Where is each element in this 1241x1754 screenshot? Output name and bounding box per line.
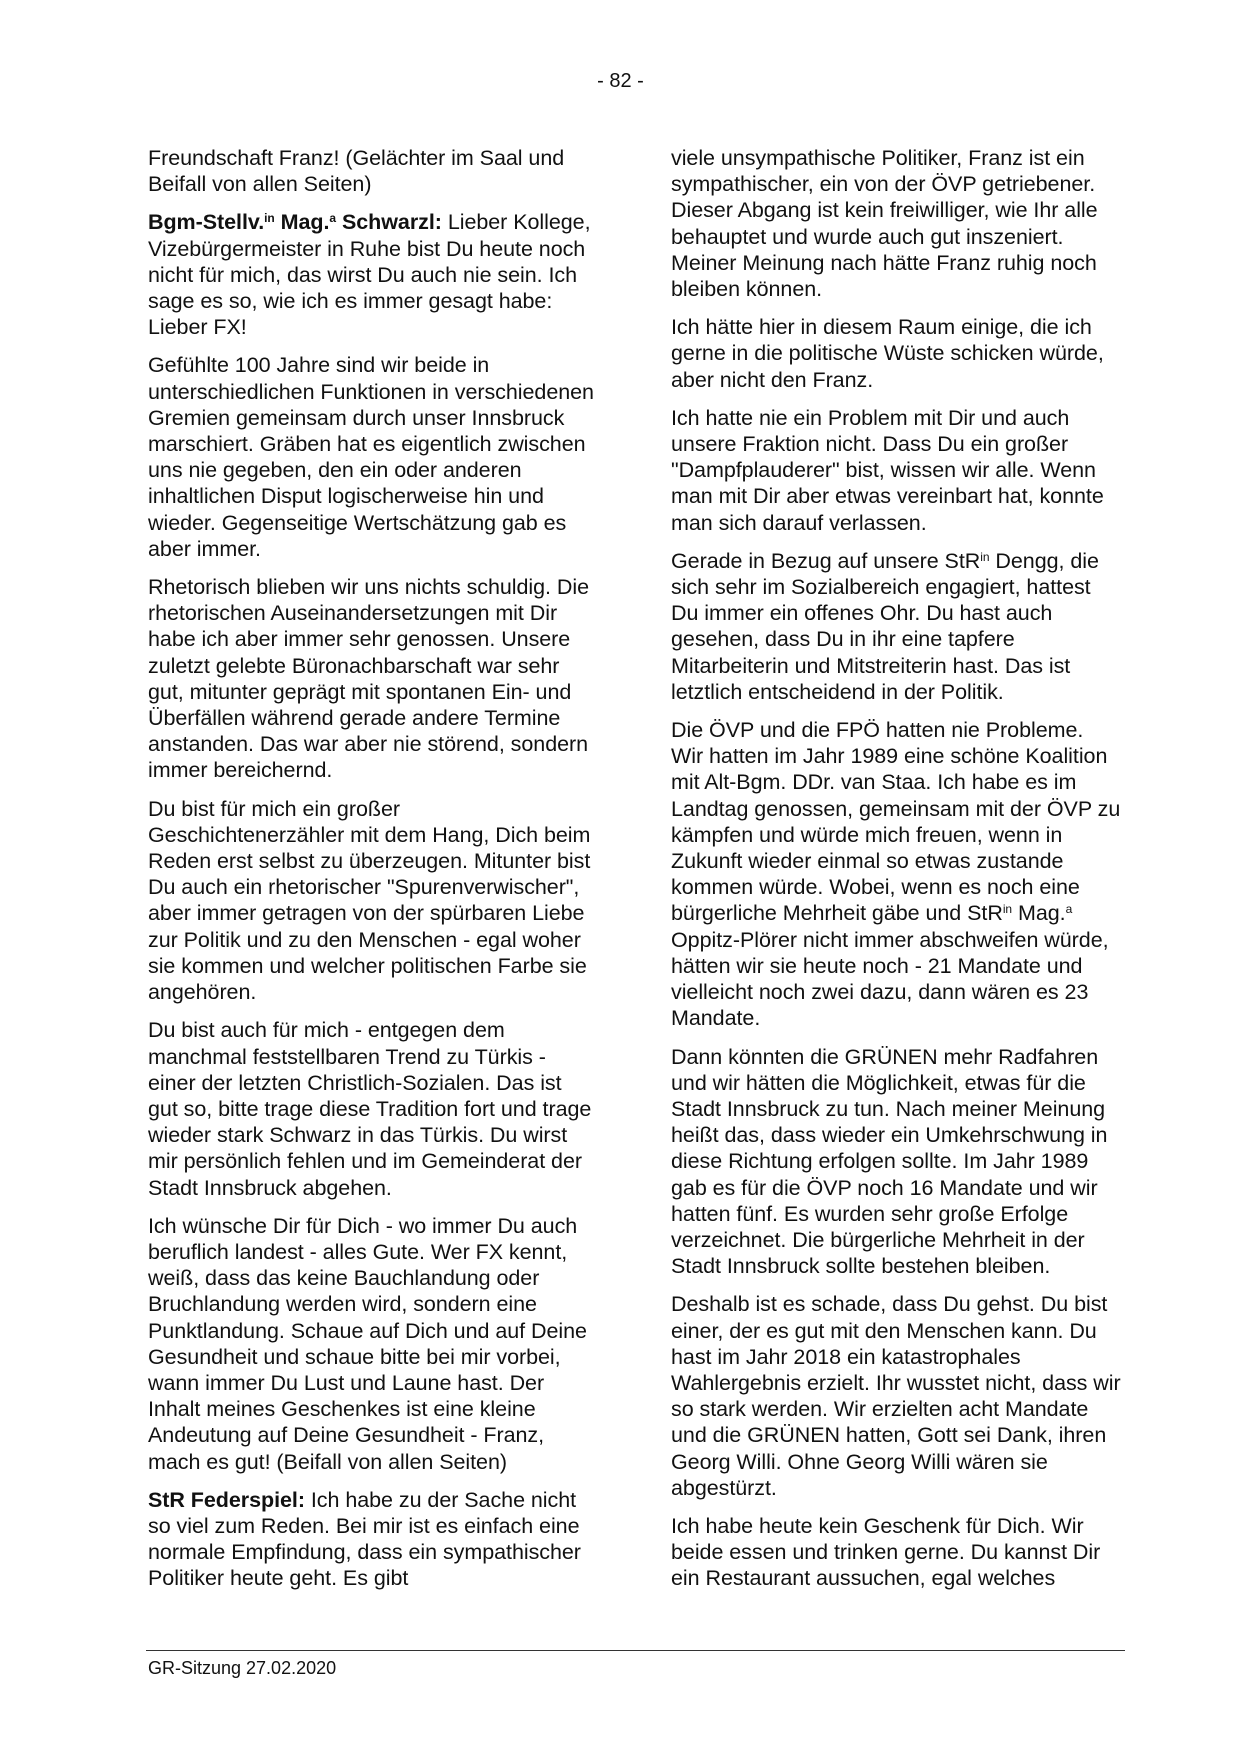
speech-paragraph — [148, 209, 596, 340]
paragraph: Gerade in Bezug auf unsere StR$^{in}$ Dengg, die sich sehr im Sozialbereich engagiert, hattest Du immer ein offenes Ohr. Du hast auch gesehen, dass Du in ihr eine tapfere Mitarbeiterin und Mitstreiterin hast. Das ist letztlich entscheidend in der Politik. — [671, 548, 1099, 704]
left-column — [148, 145, 596, 1604]
paragraph: Ich habe heute kein Geschenk für Dich. Wir beide essen und trinken gerne. Du kannst Dir ein Restaurant aussuchen, egal welches — [671, 1513, 1101, 1591]
footer-session-date: GR-Sitzung 27.02.2020 — [148, 1658, 337, 1678]
paragraph: Ich wünsche Dir für Dich - wo immer Du auch beruflich landest - alles Gute. Wer FX kennt, weiß, dass das keine Bauchlandung oder Bruchlandung werden wird, sondern eine Punktlandung. Schaue auf Dich und auf Deine Gesundheit und schaue bitte bei mir vorbei, wann immer Du Lust und Laune hast. Der Inhalt meines Geschenkes ist eine kleine Andeutung auf Deine Gesundheit - Franz, mach es gut! (Beifall von allen Seiten) — [148, 1213, 587, 1474]
paragraph: Dann könnten die GRÜNEN mehr Radfahren und wir hätten die Möglichkeit, etwas für die Stadt Innsbruck zu tun. Nach meiner Meinung heißt das, dass wieder ein Umkehrschwung in diese Richtung erfolgen sollte. Im Jahr 1989 gab es für die ÖVP noch 16 Mandate und wir hatten fünf. Es wurden sehr große Erfolge verzeichnet. Die bürgerliche Mehrheit in der Stadt Innsbruck sollte bestehen bleiben. — [671, 1044, 1108, 1279]
paragraph: Die ÖVP und die FPÖ hatten nie Probleme. Wir hatten im Jahr 1989 eine schöne Koalition mit Alt-Bgm. DDr. van Staa. Ich habe es im Landtag genossen, gemeinsam mit der ÖVP zu kämpfen und würde mich freuen, wenn in Zukunft wieder einmal so etwas zustande kommen würde. Wobei, wenn es noch eine bürgerliche Mehrheit gäbe und StR$^{in}$ Mag.$^a$ Oppitz-Plörer nicht immer abschweifen würde, hätten wir sie heute noch - 21 Mandate und vielleicht noch zwei dazu, dann wären es 23 Mandate. — [671, 718, 1121, 1031]
paragraph: Rhetorisch blieben wir uns nichts schuldig. Die rhetorischen Auseinandersetzungen mit Dir habe ich aber immer sehr genossen. Unsere zuletzt gelebte Büronachbarschaft war sehr gut, mitunter geprägt mit spontanen Ein- und Überfällen während gerade andere Termine anstanden. Das war aber nie störend, sondern immer bereichernd. — [148, 575, 590, 783]
page-number: - 82 - — [597, 70, 644, 92]
paragraph: Du bist auch für mich - entgegen dem manchmal feststellbaren Trend zu Türkis - einer der letzten Christlich-Sozialen. Das ist gut so, bitte trage diese Tradition fort und trage wieder stark Schwarz in das Türkis. Du wirst mir persönlich fehlen und im Gemeinderat der Stadt Innsbruck abgehen. — [148, 1018, 592, 1200]
speech-paragraph — [148, 1487, 596, 1592]
paragraph: Gefühlte 100 Jahre sind wir beide in unterschiedlichen Funktionen in verschiedenen Gremien gemeinsam durch unser Innsbruck marschiert. Gräben hat es eigentlich zwischen uns nie gegeben, den ein oder anderen inhaltlichen Disput logischerweise hin und wieder. Gegenseitige Wertschätzung gab es aber immer. — [148, 353, 594, 561]
footer-divider — [146, 1650, 1125, 1651]
speaker-name: StR Federspiel: — [148, 1487, 305, 1512]
right-column — [671, 145, 1121, 1604]
speech-text: Lieber Kollege, Vizebürgermeister in Ruhe bist Du heute noch nicht für mich, das wirst Du auch nie sein. Ich sage es so, wie ich es immer gesagt habe: Lieber FX! — [148, 210, 591, 340]
paragraph: Ich hatte nie ein Problem mit Dir und auch unsere Fraktion nicht. Dass Du ein großer "Dampfplauderer" bist, wissen wir alle. Wenn man mit Dir aber etwas vereinbart hat, konnte man sich darauf verlassen. — [671, 405, 1104, 535]
paragraph: Ich hätte hier in diesem Raum einige, die ich gerne in die politische Wüste schicken würde, aber nicht den Franz. — [671, 315, 1104, 392]
paragraph: Du bist für mich ein großer Geschichtenerzähler mit dem Hang, Dich beim Reden erst selbst zu überzeugen. Mitunter bist Du auch ein rhetorischer "Spurenverwischer", aber immer getragen von der spürbaren Liebe zur Politik und zu den Menschen - egal woher sie kommen und welcher politischen Farbe sie angehören. — [148, 796, 591, 1005]
speech-text: Ich habe zu der Sache nicht so viel zum Reden. Bei mir ist es einfach eine normale Empfindung, dass ein sympathischer Politiker heute geht. Es gibt — [148, 1487, 581, 1591]
paragraph: viele unsympathische Politiker, Franz ist ein sympathischer, ein von der ÖVP getriebener. Dieser Abgang ist kein freiwilliger, wie Ihr alle behauptet und wurde auch gut inszeniert. Meiner Meinung nach hätte Franz ruhig noch bleiben können. — [671, 146, 1098, 302]
paragraph: Freundschaft Franz! (Gelächter im Saal und Beifall von allen Seiten) — [148, 146, 565, 197]
paragraph: Deshalb ist es schade, dass Du gehst. Du bist einer, der es gut mit den Menschen kann. Du hast im Jahr 2018 ein katastrophales Wahlergebnis erzielt. Ihr wusstet nicht, dass wir so stark werden. Wir erzielten acht Mandate und die GRÜNEN hatten, Gott sei Dank, ihren Georg Willi. Ohne Georg Willi wären sie abgestürzt. — [671, 1292, 1121, 1500]
speaker-name: Bgm-Stellv.$^{in}$ Mag.$^a$ Schwarzl: — [148, 210, 442, 235]
